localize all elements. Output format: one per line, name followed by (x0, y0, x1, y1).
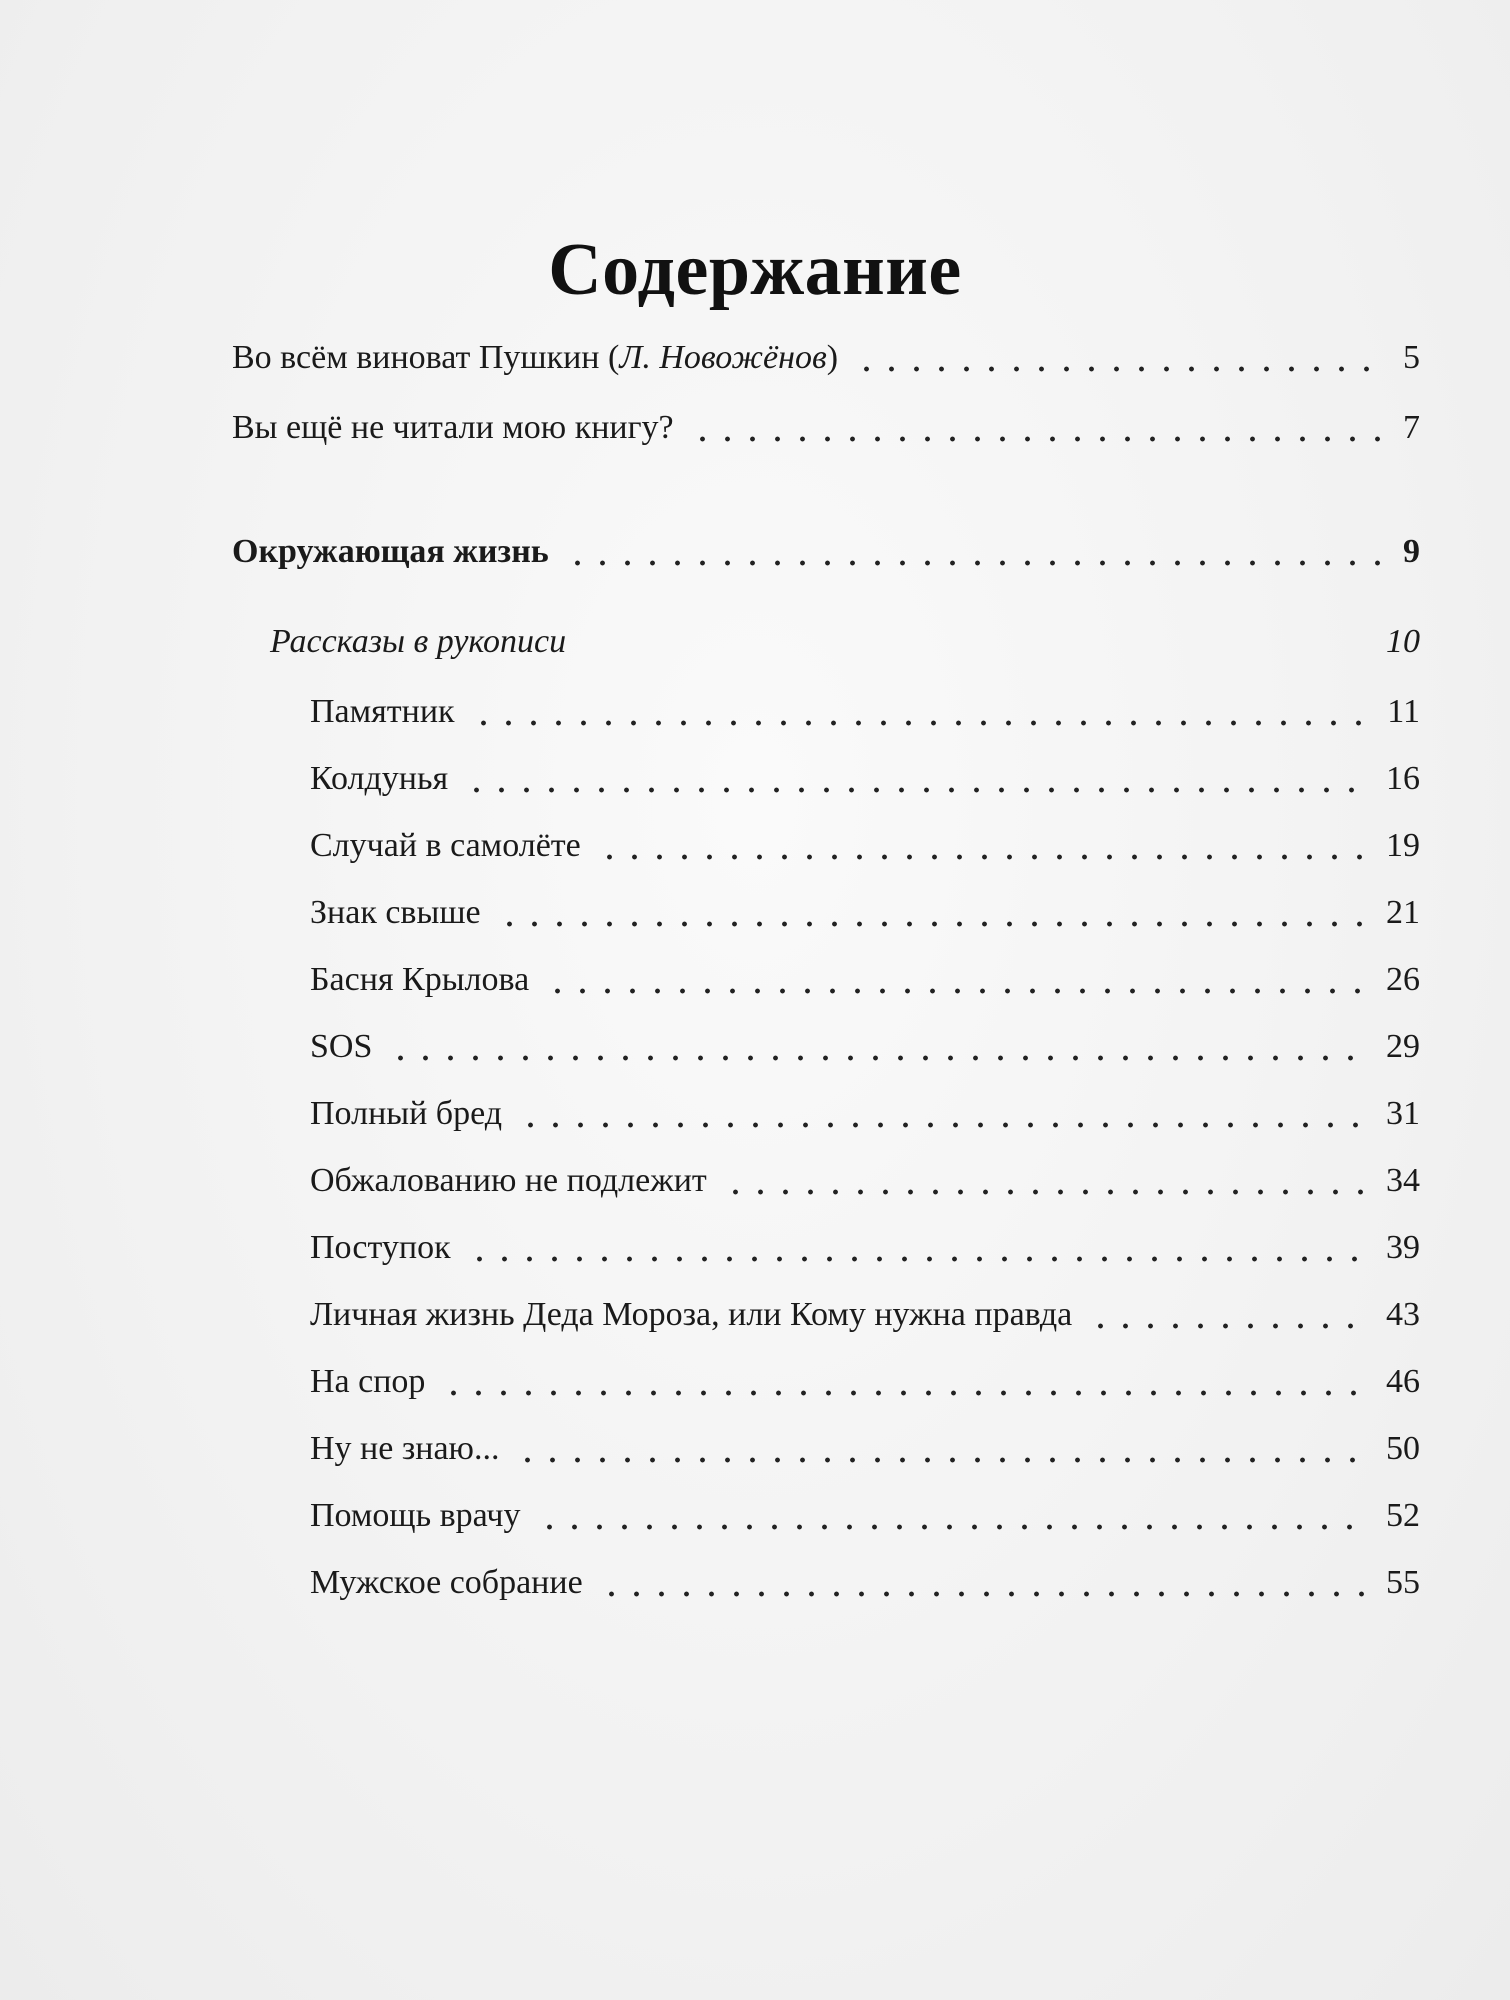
dot-leader (539, 988, 1376, 1004)
toc-entry-front-2[interactable] (232, 404, 1420, 452)
toc-story-label: На спор (310, 1363, 426, 1400)
toc-story-page: 21 (1386, 894, 1420, 931)
dot-leader (593, 1591, 1376, 1607)
toc-story-page: 43 (1386, 1296, 1420, 1333)
toc-section-page: 9 (1403, 533, 1420, 570)
toc-story-page: 39 (1386, 1229, 1420, 1266)
toc-story-label: Ну не знаю... (310, 1430, 500, 1467)
toc-story-entry[interactable] (310, 1023, 1420, 1071)
toc-story-page: 11 (1387, 693, 1420, 730)
dot-leader (435, 1390, 1376, 1406)
dot-leader (461, 1256, 1376, 1272)
toc-story-page: 29 (1386, 1028, 1420, 1065)
dot-leader (491, 921, 1376, 937)
dot-leader (1082, 1323, 1376, 1339)
toc-story-label: Помощь врачу (310, 1497, 521, 1534)
toc-story-page: 16 (1386, 760, 1420, 797)
toc-story-label: Знак свыше (310, 894, 481, 931)
toc-story-label: Полный бред (310, 1095, 503, 1132)
page-title: Содержание (548, 229, 962, 311)
toc-story-label: Мужское собрание (310, 1564, 583, 1601)
dot-leader (465, 720, 1378, 736)
toc-story-entry[interactable] (310, 822, 1420, 870)
toc-story-label: Обжалованию не подлежит (310, 1162, 707, 1199)
dot-leader (559, 560, 1393, 576)
toc-story-entry[interactable] (310, 1492, 1420, 1540)
toc-story-label: SOS (310, 1028, 373, 1065)
dot-leader (591, 854, 1376, 870)
toc-story-label: Личная жизнь Деда Мороза, или Кому нужна правда (310, 1296, 1073, 1333)
toc-story-page: 55 (1386, 1564, 1420, 1601)
toc-story-label: Поступок (310, 1229, 451, 1266)
toc-story-entry[interactable] (310, 889, 1420, 937)
dot-leader (382, 1055, 1376, 1071)
toc-entry-label: Вы ещё не читали мою книгу? (232, 409, 674, 446)
toc-story-page: 50 (1386, 1430, 1420, 1467)
toc-subsection-label: Рассказы в рукописи (270, 623, 567, 660)
dot-leader (531, 1524, 1377, 1540)
toc-entry-front-1[interactable] (232, 334, 1420, 382)
toc-story-entry[interactable] (310, 1090, 1420, 1138)
toc-story-label: Басня Крылова (310, 961, 530, 998)
toc-story-entry[interactable] (310, 1224, 1420, 1272)
toc-story-page: 31 (1386, 1095, 1420, 1132)
toc-entry-label: Во всём виноват Пушкин (Л. Новожёнов) (232, 339, 839, 376)
toc-story-label: Случай в самолёте (310, 827, 581, 864)
toc-story-entry[interactable] (310, 1157, 1420, 1205)
toc-story-entry[interactable] (310, 688, 1420, 736)
dot-leader (512, 1122, 1376, 1138)
toc-story-entry[interactable] (310, 956, 1420, 1004)
toc-story-page: 52 (1386, 1497, 1420, 1534)
toc-story-entry[interactable] (310, 755, 1420, 803)
toc-story-page: 34 (1386, 1162, 1420, 1199)
dot-leader (458, 787, 1376, 803)
dot-leader (717, 1189, 1376, 1205)
toc-entry-page: 5 (1403, 339, 1420, 376)
toc-story-entry[interactable] (310, 1559, 1420, 1607)
toc-story-page: 19 (1386, 827, 1420, 864)
toc-story-entry[interactable] (310, 1291, 1420, 1339)
toc-story-page: 26 (1386, 961, 1420, 998)
dot-leader (848, 366, 1393, 382)
toc-entry-page: 7 (1403, 409, 1420, 446)
toc-story-label: Колдунья (310, 760, 449, 797)
toc-subsection-entry[interactable] (270, 618, 1420, 666)
dot-leader (684, 436, 1393, 452)
toc-story-entry[interactable] (310, 1425, 1420, 1473)
toc-story-page: 46 (1386, 1363, 1420, 1400)
toc-section-entry[interactable] (232, 528, 1420, 576)
toc-section-label: Окружающая жизнь (232, 533, 549, 570)
toc-story-entry[interactable] (310, 1358, 1420, 1406)
toc-story-label: Памятник (310, 693, 455, 730)
toc-subsection-page: 10 (1386, 623, 1420, 660)
dot-leader (509, 1457, 1376, 1473)
